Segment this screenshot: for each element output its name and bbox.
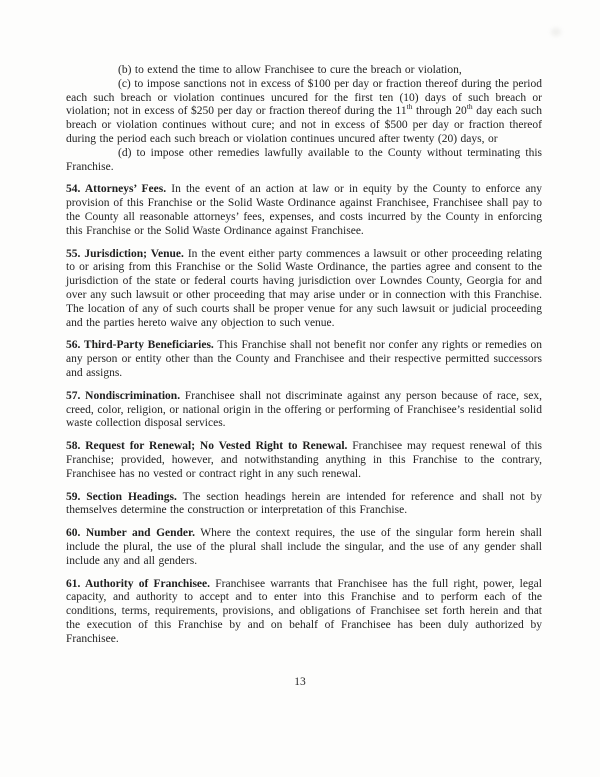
ordinal-superscript-11th: th [406, 102, 413, 112]
clause-c-text-2: through 20 [412, 105, 467, 118]
page-number: 13 [294, 676, 306, 688]
section-57-nondiscrimination [66, 390, 542, 431]
scan-smudge-artifact [551, 28, 561, 36]
section-54-attorneys-fees [66, 183, 542, 238]
clause-d: (d) to impose other remedies lawfully available to the County without terminating this Franchise. [66, 146, 542, 173]
section-61-heading: 61. Authority of Franchisee. [66, 577, 211, 590]
section-60-body: Where the context requires, the use of the singular form herein shall include the plural, the use of the plural shall include the singular, and the use of any gender shall include any and all genders. [66, 527, 543, 567]
section-56-body: This Franchise shall not benefit nor confer any rights or remedies on any person or entity other than the County and Franchisee and their respective permitted successors and assigns. [66, 339, 542, 379]
section-61-body: Franchisee warrants that Franchisee has the full right, power, legal capacity, and authority to accept and to enter into this Franchise and to perform each of the conditions, terms, requirements, provisions, and obligations of Franchisee set forth herein and that the execution of this Franchise by and on behalf of Franchisee has been duly authorized by Franchisee. [66, 577, 542, 645]
section-55-body: In the event either party commences a lawsuit or other proceeding relating to or arising from this Franchise or the Solid Waste Ordinance, the parties agree and consent to the jurisdiction of the state or federal courts having jurisdiction over Lowndes County, Georgia for and over any such lawsuit or other proceeding that may arise under or in connection with this Franchise. The location of any of such courts shall be proper venue for any such lawsuit or judicial proceeding and the parties hereto waive any objection to such venue. [66, 247, 542, 329]
document-text [66, 64, 542, 646]
section-60-number-and-gender [66, 527, 542, 568]
section-58-request-for-renewal [66, 440, 542, 481]
clause-c [66, 78, 542, 147]
section-54-heading: 54. Attorneys’ Fees. [66, 183, 167, 196]
clause-c-text-1: (c) to impose sanctions not in excess of $100 per day or fraction thereof during the period each such breach or violation continues uncured for the first ten (10) days of such breach or violation; not in excess of $250 per day or fraction thereof during the 11 [66, 77, 542, 118]
ordinal-superscript-20th: th [466, 102, 473, 112]
section-61-authority-of-franchisee [66, 578, 542, 647]
section-59-heading: 59. Section Headings. [66, 490, 177, 503]
section-57-body: Franchisee shall not discriminate against any person because of race, sex, creed, color, religion, or national origin in the offering or performing of Franchisee’s residential solid waste collection disposal services. [66, 389, 542, 430]
section-55-jurisdiction-venue [66, 248, 542, 331]
section-56-third-party-beneficiaries [66, 339, 542, 380]
section-57-heading: 57. Nondiscrimination. [66, 389, 181, 402]
section-55-heading: 55. Jurisdiction; Venue. [66, 247, 184, 260]
section-54-body: In the event of an action at law or in equity by the County to enforce any provision of this Franchise or the Solid Waste Ordinance against Franchisee, Franchisee shall pay to the County all reasonable attorneys’ fees, expenses, and costs incurred by the County in enforcing this Franchise or the Solid Waste Ordinance against Franchisee. [66, 183, 543, 237]
section-59-body: The section headings herein are intended for reference and shall not by themselves determine the construction or interpretation of this Franchise. [66, 490, 542, 517]
section-56-heading: 56. Third-Party Beneficiaries. [66, 339, 214, 352]
section-58-body: Franchisee may request renewal of this Franchise; provided, however, and notwithstanding anything in this Franchise to the contrary, Franchisee has no vested or contract right in any such renewal. [66, 440, 542, 480]
section-58-heading: 58. Request for Renewal; No Vested Right to Renewal. [66, 440, 348, 453]
section-59-section-headings [66, 491, 542, 519]
clause-b: (b) to extend the time to allow Franchisee to cure the breach or violation, [118, 64, 462, 76]
clause-c-text-3: day each such breach or violation continues without cure; and not in excess of $500 per day or fraction thereof during the period each such breach or violation continues uncured after twenty (20) days, or [66, 105, 543, 145]
section-60-heading: 60. Number and Gender. [66, 527, 195, 540]
